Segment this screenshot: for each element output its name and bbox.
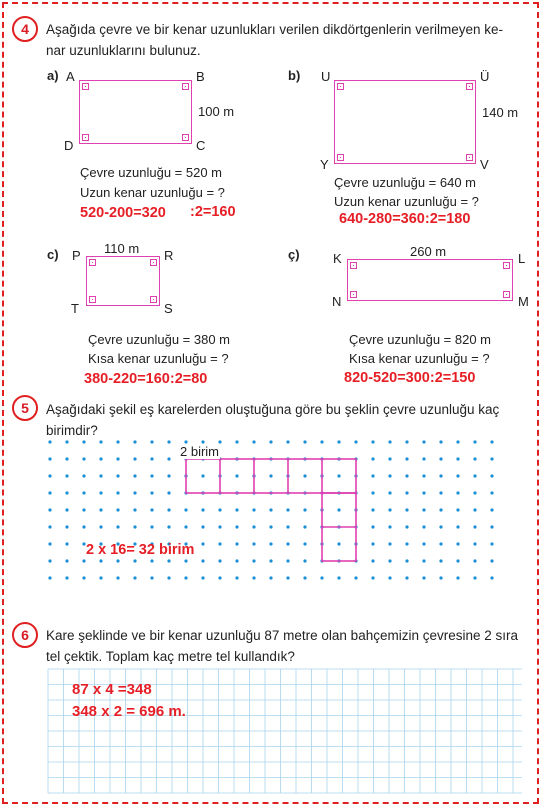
question-5-text-line2: birimdir? xyxy=(46,423,98,438)
part-b-label: b) xyxy=(288,68,301,83)
side-length-c: 110 m xyxy=(104,241,140,256)
corner-P: P xyxy=(72,248,81,263)
answer-5: 2 x 16= 32 birim xyxy=(86,542,195,558)
question-4-text-line1: Aşağıda çevre ve bir kenar uzunlukları verilen dikdörtgenlerin verilmeyen ke- xyxy=(46,22,503,37)
perimeter-a: Çevre uzunluğu = 520 m xyxy=(80,165,223,180)
question-cc: Kısa kenar uzunluğu = ? xyxy=(349,351,490,366)
corner-U-umlaut: Ü xyxy=(480,69,490,84)
question-4-text-line2: nar uzunluklarını bulunuz. xyxy=(46,43,201,58)
question-6-text-line1: Kare şeklinde ve bir kenar uzunluğu 87 metre olan bahçemizin çevresine 2 sıra xyxy=(46,628,519,643)
question-5-text-line1: Aşağıdaki şekil eş karelerden oluştuğuna göre bu şeklin çevre uzunluğu kaç xyxy=(46,402,500,417)
corner-C: C xyxy=(196,138,206,153)
question-4-number: 4 xyxy=(12,16,38,42)
corner-L: L xyxy=(518,251,526,266)
unit-length-label: 2 birim xyxy=(180,444,220,459)
part-a-label: a) xyxy=(47,68,59,83)
question-c: Kısa kenar uzunluğu = ? xyxy=(88,351,229,366)
corner-M: M xyxy=(518,294,529,309)
side-length-b: 140 m xyxy=(482,105,519,120)
corner-V: V xyxy=(480,157,489,172)
side-length-cc: 260 m xyxy=(410,244,447,259)
corner-T: T xyxy=(71,301,79,316)
answer-6-line2: 348 x 2 = 696 m. xyxy=(72,703,186,720)
side-length-a: 100 m xyxy=(198,104,235,119)
corner-K: K xyxy=(333,251,342,266)
corner-S: S xyxy=(164,301,173,316)
corner-D: D xyxy=(64,138,74,153)
corner-R: R xyxy=(164,248,174,263)
question-6-text-line2: tel çektik. Toplam kaç metre tel kullandık? xyxy=(46,649,295,664)
answer-cc: 820-520=300:2=150 xyxy=(344,370,476,386)
corner-U: U xyxy=(321,69,331,84)
part-c-label: c) xyxy=(47,247,59,262)
answer-a-part1: 520-200=320 xyxy=(80,205,166,221)
answer-6-line1: 87 x 4 =348 xyxy=(72,681,152,698)
answer-c: 380-220=160:2=80 xyxy=(84,371,208,387)
question-a: Uzun kenar uzunluğu = ? xyxy=(80,185,225,200)
perimeter-b: Çevre uzunluğu = 640 m xyxy=(334,175,477,190)
perimeter-cc: Çevre uzunluğu = 820 m xyxy=(349,332,492,347)
corner-A: A xyxy=(66,69,75,84)
question-b: Uzun kenar uzunluğu = ? xyxy=(334,194,479,209)
answer-a-part2: :2=160 xyxy=(190,204,236,220)
corner-Y: Y xyxy=(320,157,329,172)
corner-B: B xyxy=(196,69,205,84)
question-6-number: 6 xyxy=(12,622,38,648)
answer-b: 640-280=360:2=180 xyxy=(339,211,471,227)
perimeter-c: Çevre uzunluğu = 380 m xyxy=(88,332,231,347)
question-5-number: 5 xyxy=(12,395,38,421)
corner-N: N xyxy=(332,294,342,309)
part-cc-label: ç) xyxy=(288,247,300,262)
